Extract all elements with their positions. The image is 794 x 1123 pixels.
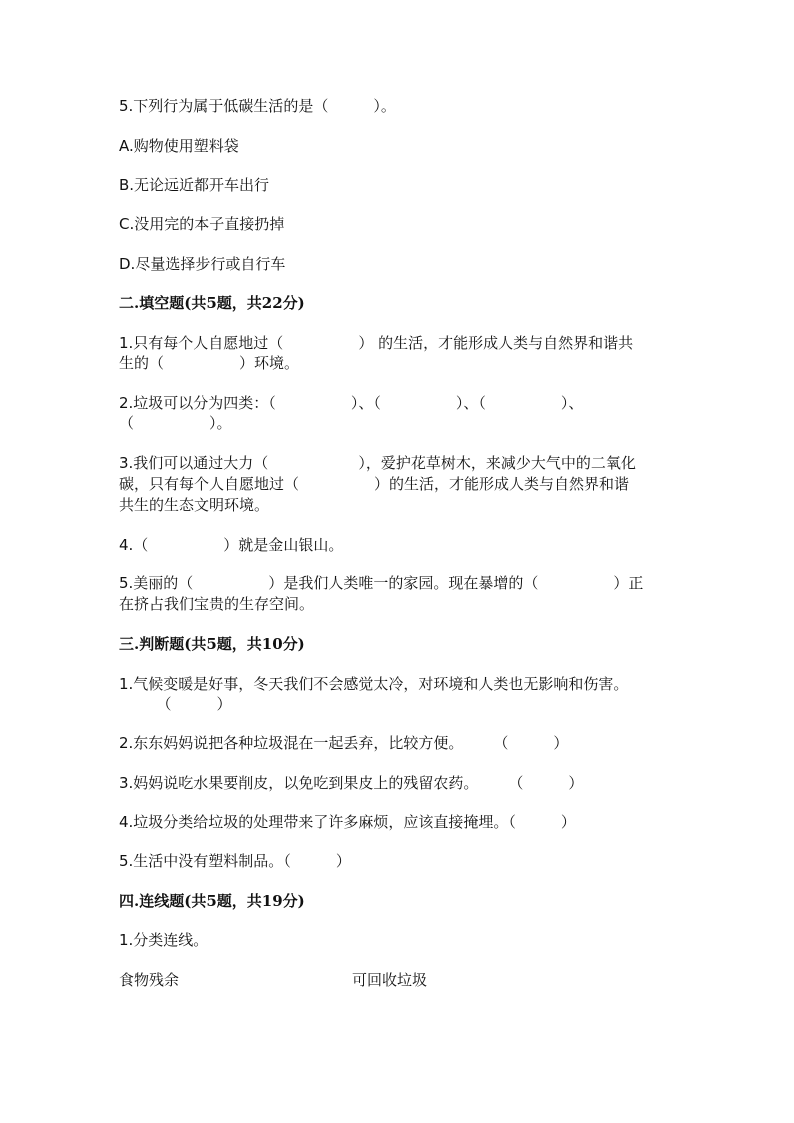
match-left-item: 食物残余	[119, 971, 180, 989]
judge-q5: 5.生活中没有塑料制品。（ ）	[119, 852, 351, 870]
q5-option-a: A.购物使用塑料袋	[119, 137, 239, 155]
match-q1: 1.分类连线。	[119, 931, 209, 949]
judge-q3: 3.妈妈说吃水果要削皮，以免吃到果皮上的残留农药。 （ ）	[119, 774, 584, 792]
fill-q2-line2: （ ）。	[119, 414, 232, 432]
q5-option-d: D.尽量选择步行或自行车	[119, 255, 286, 273]
match-right-item: 可回收垃圾	[352, 971, 428, 989]
fill-q1-line2: 生的（ ）环境。	[119, 354, 300, 372]
fill-q2-line1: 2.垃圾可以分为四类：（ ）、（ ）、（ ）、	[119, 394, 584, 412]
fill-q3-line1: 3.我们可以通过大力（ ），爱护花草树木，来减少大气中的二氧化	[119, 454, 636, 472]
q5-stem: 5.下列行为属于低碳生活的是（ ）。	[119, 97, 396, 115]
fill-q3-line2: 碳，只有每个人自愿地过（ ）的生活，才能形成人类与自然界和谐	[119, 475, 630, 493]
section3-title: 三.判断题(共5题，共10分)	[119, 635, 305, 653]
judge-q1-line2: （ ）	[119, 695, 232, 713]
fill-q3-line3: 共生的生态文明环境。	[119, 496, 270, 514]
fill-q1-line1: 1.只有每个人自愿地过（ ） 的生活，才能形成人类与自然界和谐共	[119, 334, 634, 352]
q5-option-b: B.无论远近都开车出行	[119, 176, 270, 194]
section4-title: 四.连线题(共5题，共19分)	[119, 892, 305, 910]
judge-q4: 4.垃圾分类给垃圾的处理带来了许多麻烦，应该直接掩埋。（ ）	[119, 813, 576, 831]
fill-q4: 4.（ ）就是金山银山。	[119, 536, 344, 554]
judge-q1-line1: 1.气候变暖是好事，冬天我们不会感觉太冷，对环境和人类也无影响和伤害。	[119, 675, 629, 693]
fill-q5-line1: 5.美丽的（ ）是我们人类唯一的家园。现在暴增的（ ）正	[119, 574, 644, 592]
fill-q5-line2: 在挤占我们宝贵的生存空间。	[119, 595, 315, 613]
section2-title: 二.填空题(共5题，共22分)	[119, 294, 305, 312]
judge-q2: 2.东东妈妈说把各种垃圾混在一起丢弃，比较方便。 （ ）	[119, 734, 569, 752]
q5-option-c: C.没用完的本子直接扔掉	[119, 215, 285, 233]
